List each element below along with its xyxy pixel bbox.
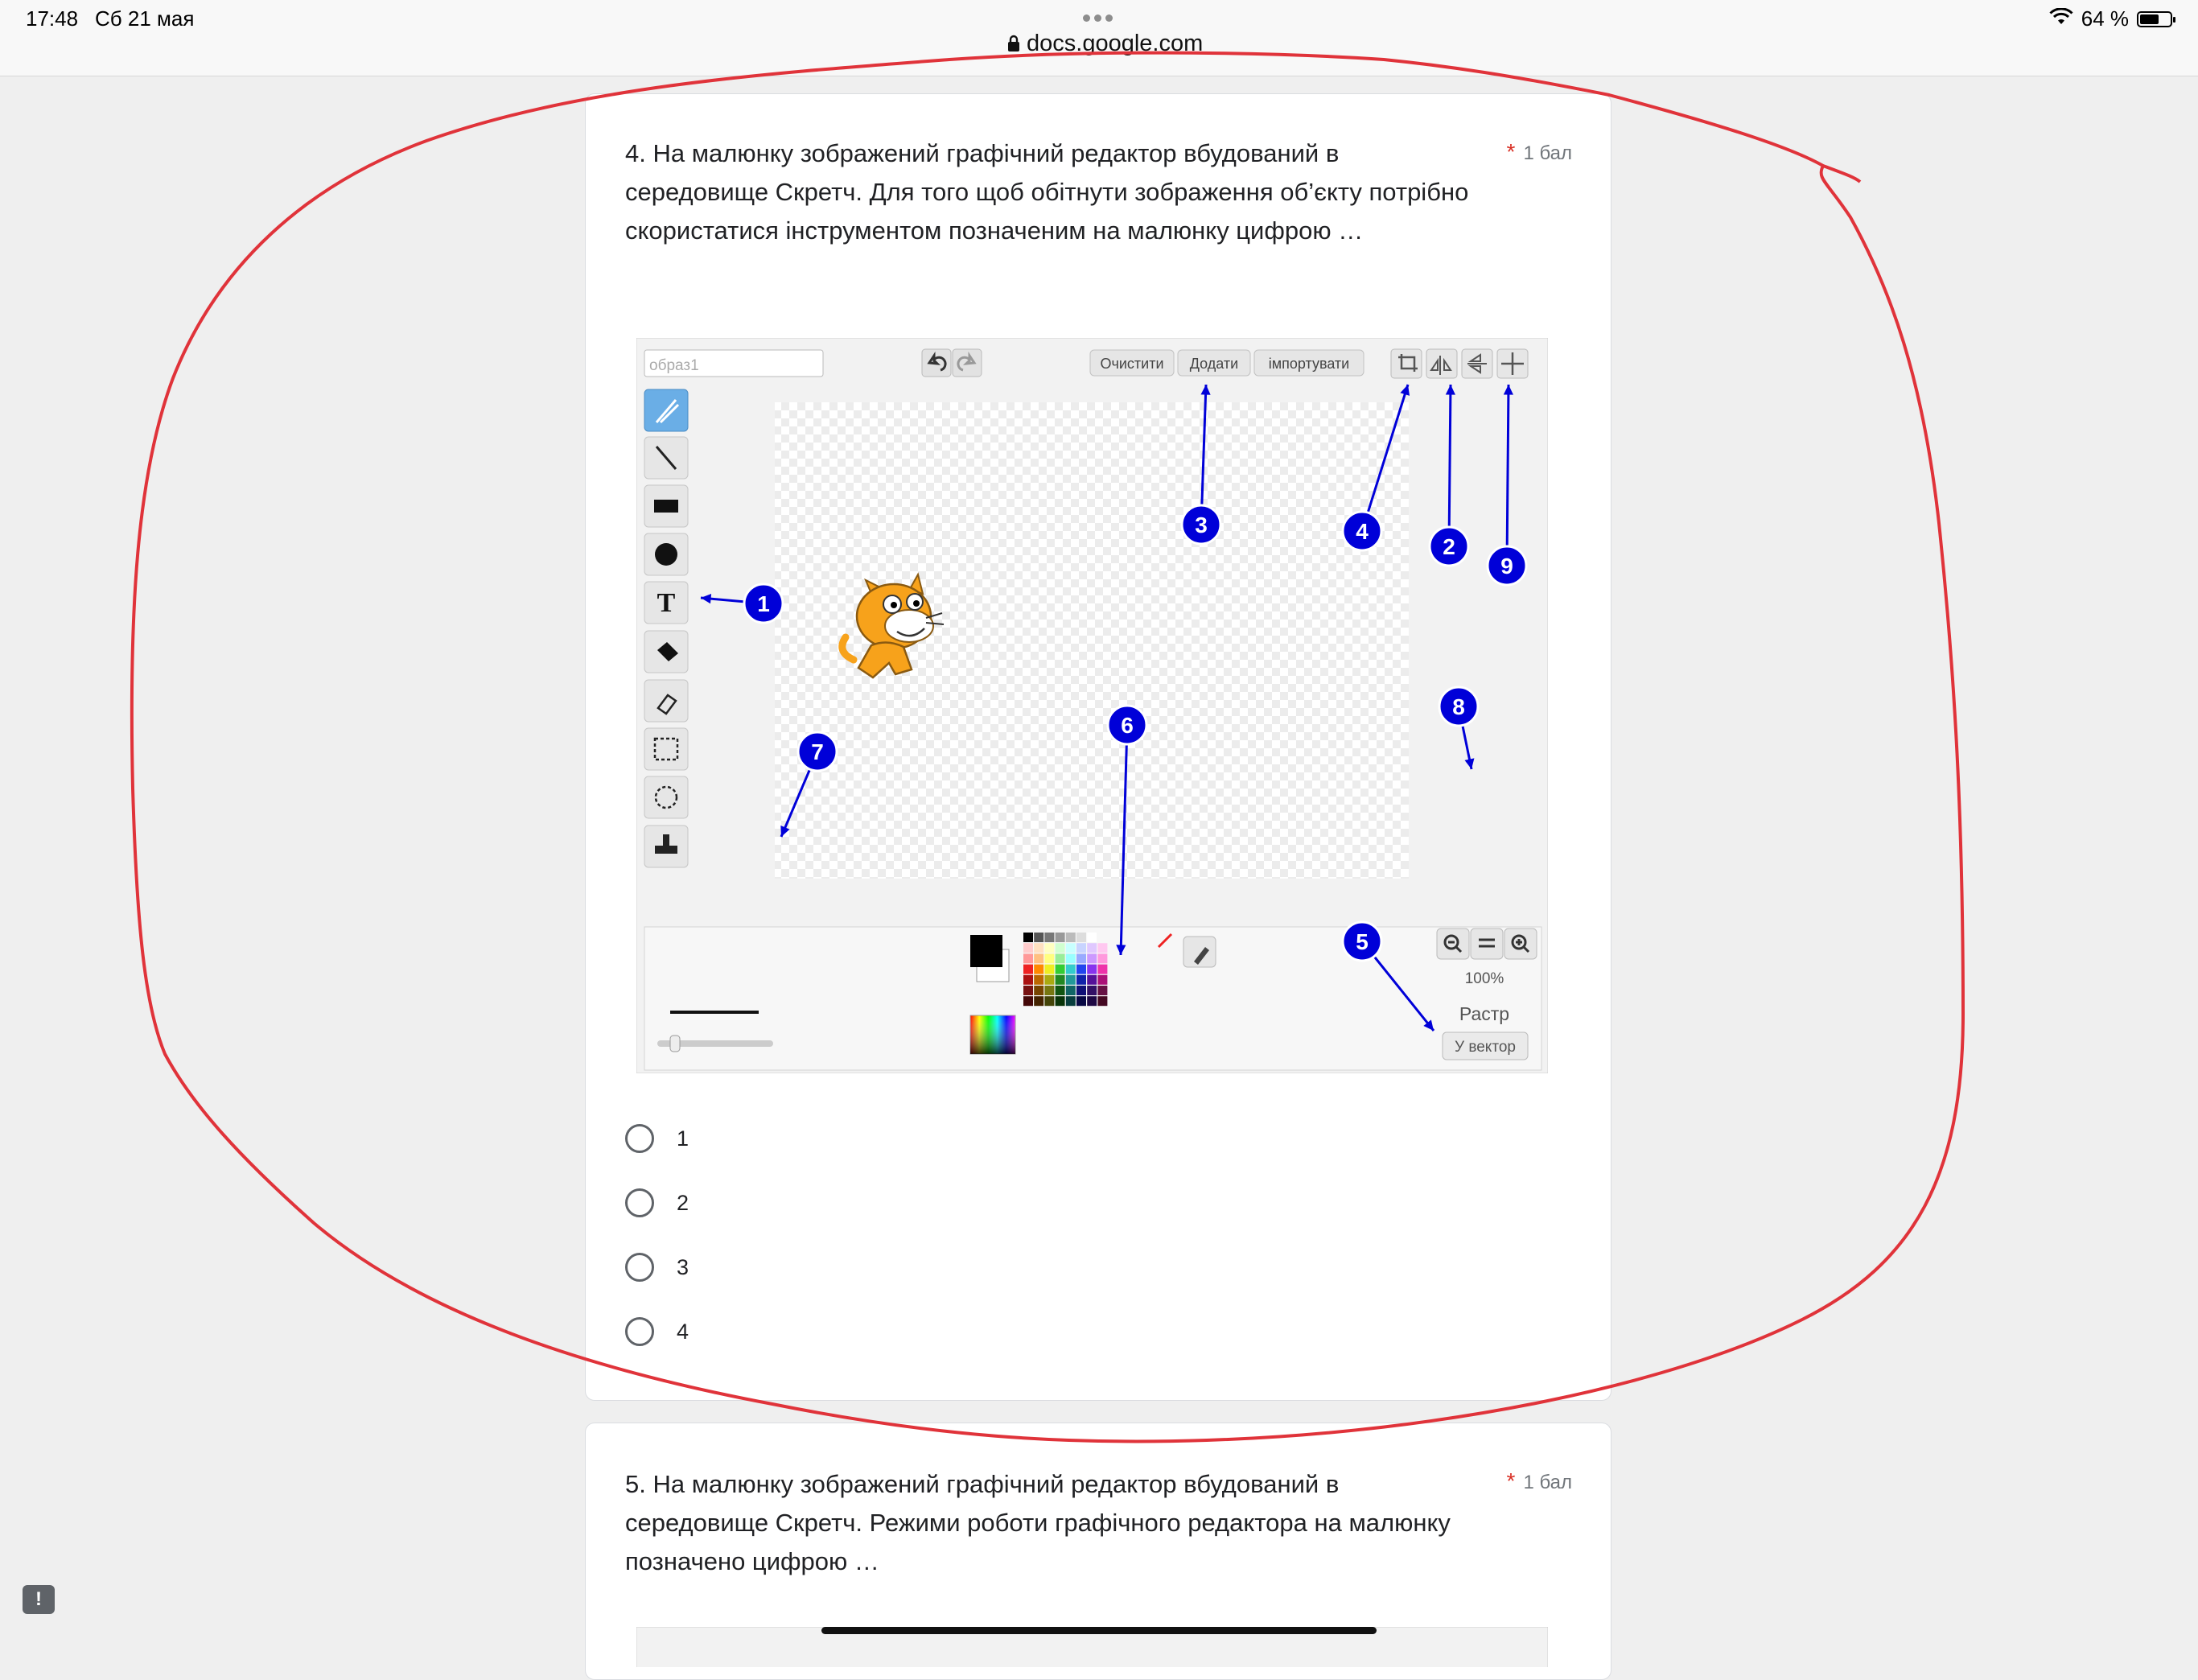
points-label: 1 бал	[1523, 1472, 1572, 1493]
points-label: 1 бал	[1523, 142, 1572, 164]
required-mark: *	[1506, 1468, 1516, 1493]
battery-percent: 64 %	[2081, 6, 2129, 31]
status-date: Сб 21 мая	[95, 6, 195, 31]
add-button: Додати	[1189, 356, 1239, 372]
home-indicator[interactable]	[821, 1627, 1377, 1634]
svg-text:T: T	[657, 588, 676, 618]
callout-number: 3	[1195, 513, 1208, 537]
clear-button: Очистити	[1100, 356, 1164, 372]
status-time: 17:48	[26, 6, 79, 31]
option-label: 4	[677, 1319, 689, 1344]
callout-number: 1	[757, 591, 770, 616]
callout-number: 5	[1356, 929, 1369, 954]
callout-number: 8	[1452, 694, 1465, 719]
required-mark: *	[1506, 139, 1516, 164]
option-label: 1	[677, 1126, 689, 1151]
callout-number: 9	[1500, 554, 1513, 579]
feedback-button[interactable]: !	[23, 1585, 55, 1614]
costume-name: образ1	[649, 357, 699, 374]
question-text: 4. На малюнку зображений графічний редактор вбудований в середовище Скретч. Для того щоб обітнути зображення об’єкту потрібно скористатися інструментом позначеним на малюнку цифрою …	[625, 139, 1469, 245]
mode-label: Растр	[1459, 1003, 1510, 1024]
import-button: імпортувати	[1268, 356, 1350, 372]
url-text: docs.google.com	[1027, 31, 1204, 56]
callout-number: 7	[811, 739, 824, 764]
zoom-level: 100%	[1464, 970, 1504, 987]
callout-number: 6	[1121, 713, 1134, 738]
callout-number: 2	[1443, 534, 1455, 559]
convert-vector-button: У вектор	[1455, 1039, 1516, 1056]
question-text: 5. На малюнку зображений графічний редактор вбудований в середовище Скретч. Режими роботи графічного редактора на малюнку позначено цифрою …	[625, 1470, 1451, 1575]
option-label: 3	[677, 1254, 689, 1279]
option-label: 2	[677, 1190, 689, 1215]
callout-number: 4	[1356, 519, 1369, 544]
